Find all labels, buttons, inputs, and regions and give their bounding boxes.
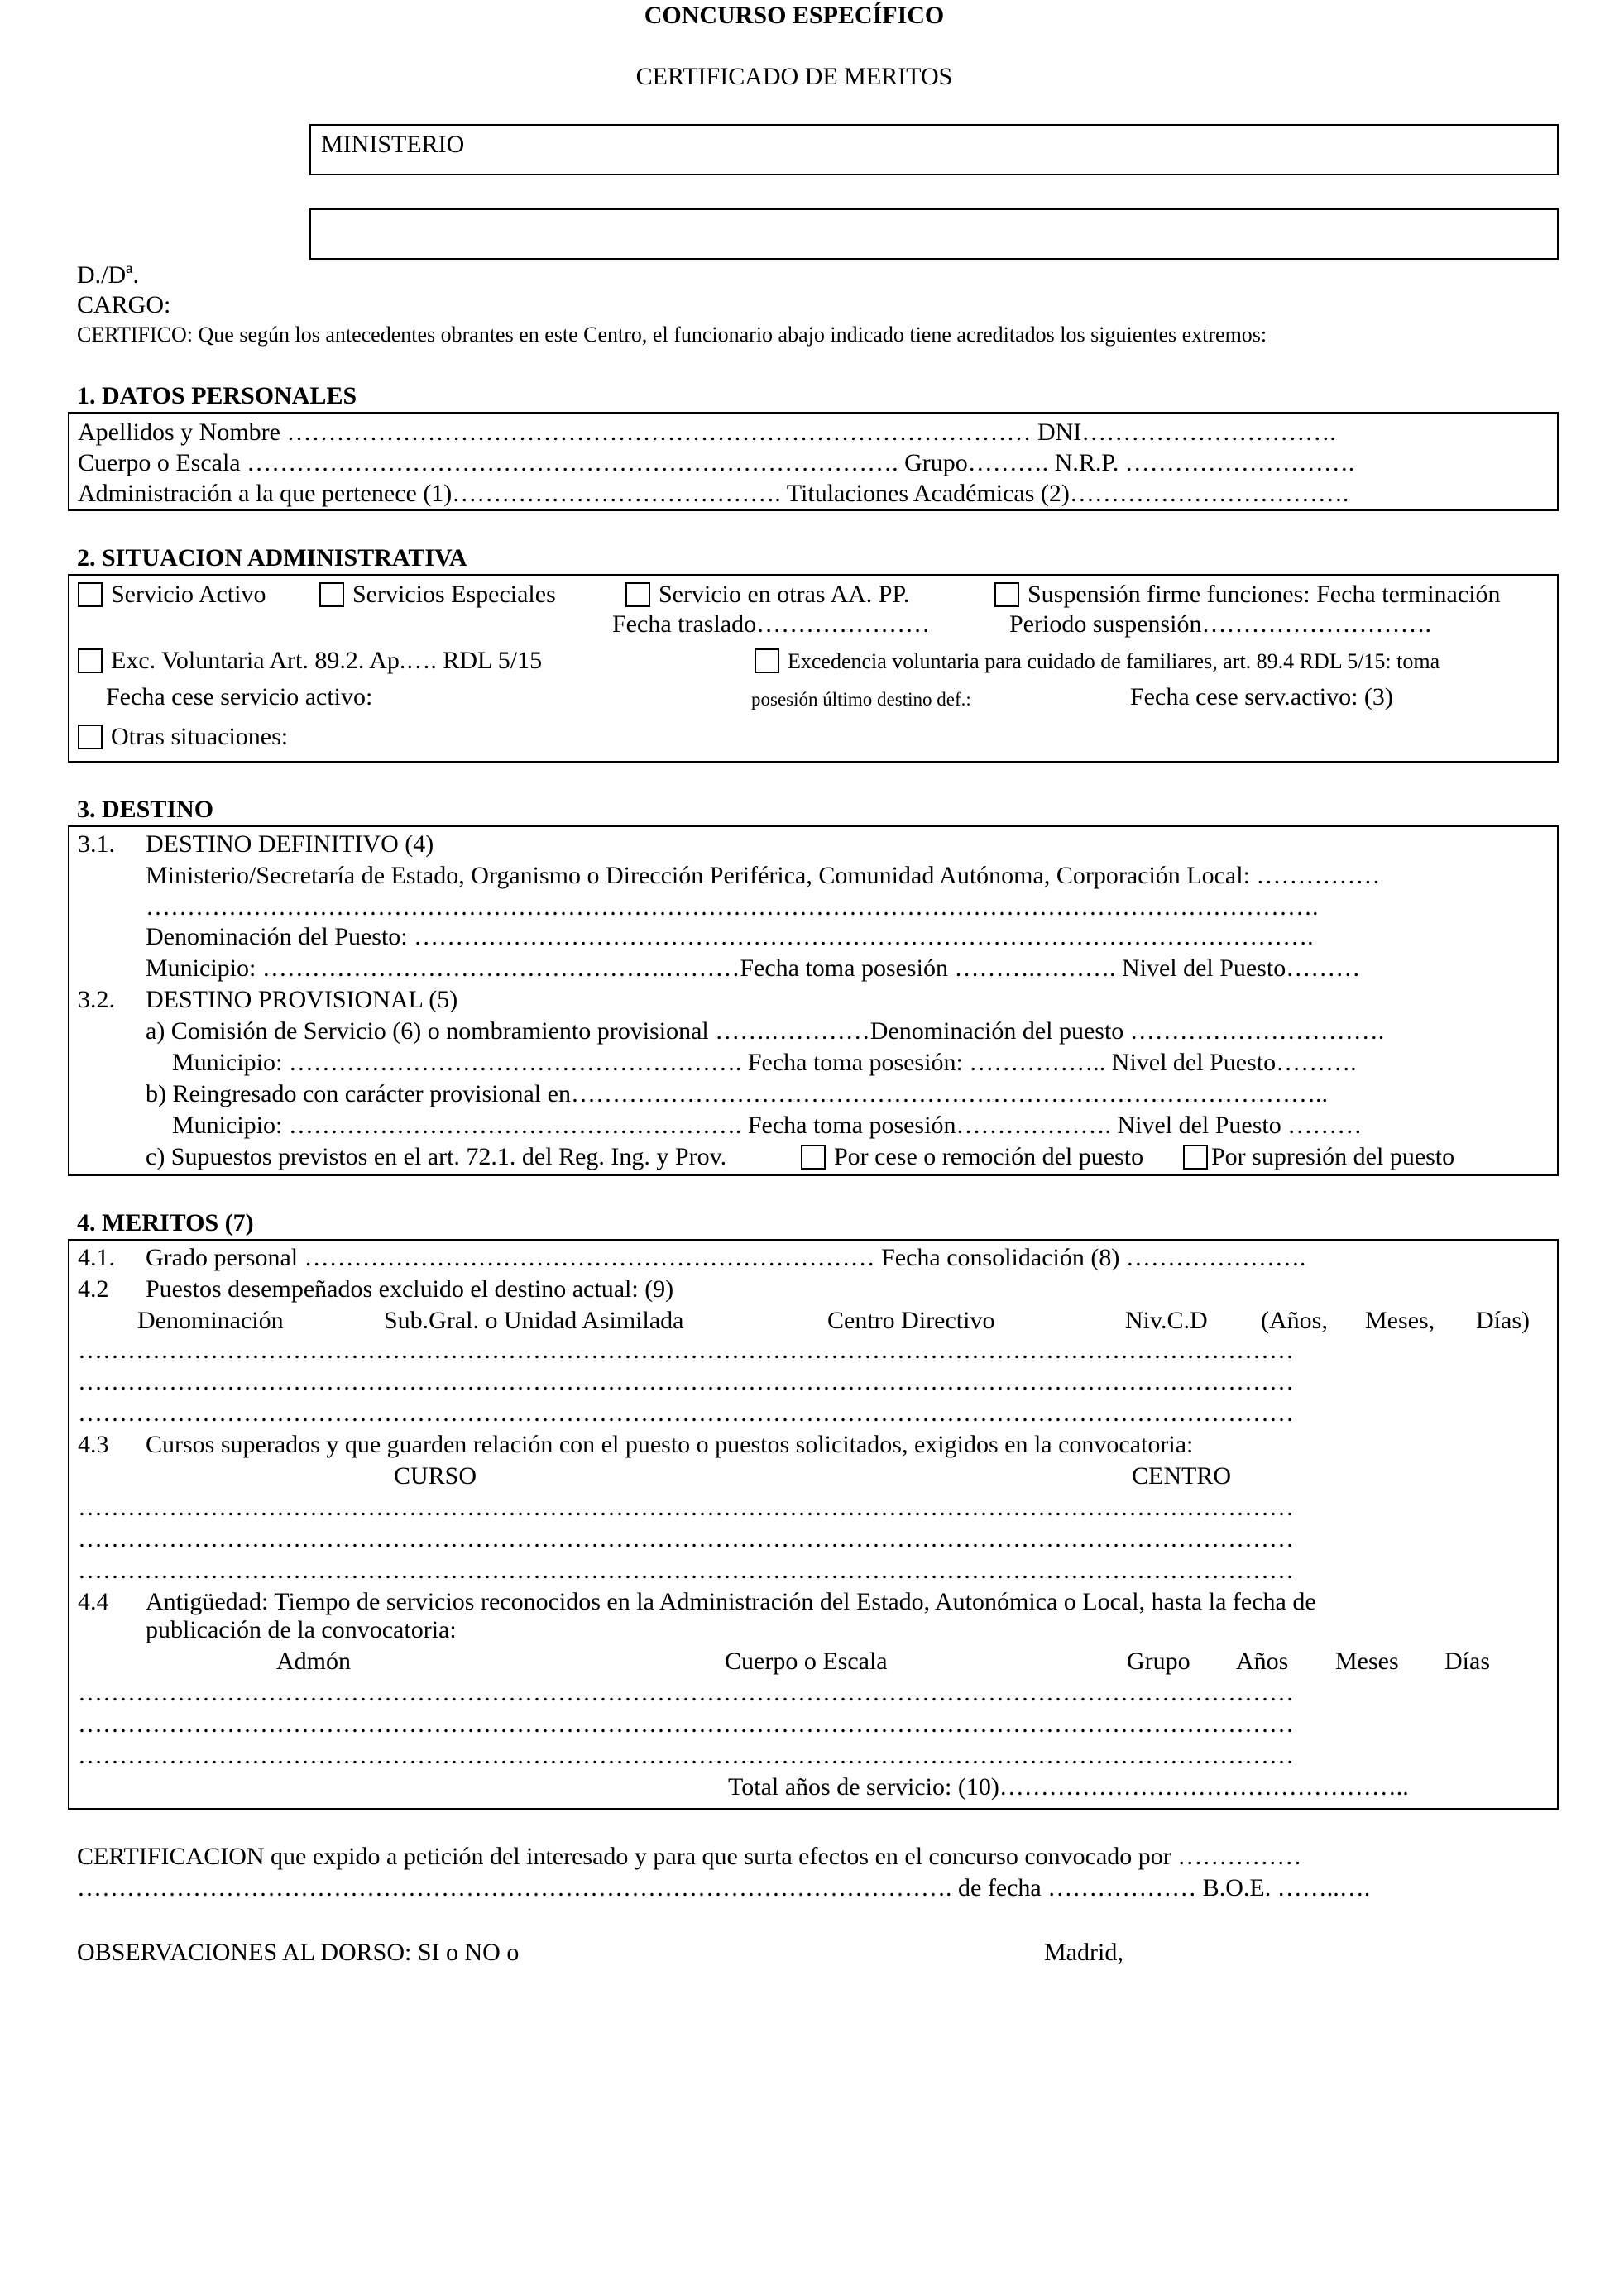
s41-grado-line: Grado personal …………………………………………………………… Fecha consolidación (8) …………………. [146,1244,1306,1271]
servicios-especiales-checkbox[interactable] [319,582,344,607]
s3-heading: 3. DESTINO [77,796,214,823]
s31-denominacion-line: Denominación del Puesto: ………………………………………………………………………………………………. [146,923,1314,950]
col-anos-2: Años [1236,1648,1289,1675]
exc-voluntaria-checkbox[interactable] [78,648,103,673]
col-centro: CENTRO [1132,1462,1231,1490]
s43-dots-2: ………………………………………………………………………………………………………………………………… [78,1525,1294,1552]
s1-line-cuerpo: Cuerpo o Escala ……………………………………………………………………. Grupo………. N.R.P. ………………………. [78,449,1355,476]
otras-situaciones-checkbox[interactable] [78,725,103,749]
madrid-label: Madrid, [1044,1939,1123,1966]
s42-puestos-title: Puestos desempeñados excluido el destino actual: (9) [146,1275,674,1303]
servicios-especiales-label: Servicios Especiales [352,581,556,608]
s44-antiguedad-line2: publicación de la convocatoria: [146,1616,457,1643]
s44-antiguedad-line1: Antigüedad: Tiempo de servicios reconocidos en la Administración del Estado, Autonómica o Local, hasta la fecha de [146,1588,1316,1615]
col-dias-2: Días [1444,1648,1490,1675]
d-label: D./Dª. [77,261,139,289]
certificacion-line1: CERTIFICACION que expido a petición del interesado y para que surta efectos en el concurso convocado por …………… [77,1843,1302,1870]
excedencia-familiares-checkbox[interactable] [755,648,779,673]
otras-situaciones-label: Otras situaciones: [111,723,289,750]
col-dias: Días) [1476,1307,1530,1334]
document-title: CONCURSO ESPECÍFICO [644,2,945,29]
s44-number: 4.4 [78,1588,109,1615]
s43-number: 4.3 [78,1431,109,1458]
s41-number: 4.1. [78,1244,115,1271]
s31-title: DESTINO DEFINITIVO (4) [146,830,434,858]
s1-line-nombre: Apellidos y Nombre ……………………………………………………………………………… DNI…………………………. [78,419,1336,446]
s32-title: DESTINO PROVISIONAL (5) [146,986,458,1013]
col-nivcd: Niv.C.D [1125,1307,1208,1334]
servicio-otras-checkbox[interactable] [625,582,650,607]
col-admon: Admón [276,1648,351,1675]
fecha-cese-activo-label: Fecha cese servicio activo: [106,683,373,710]
suspension-label: Suspensión firme funciones: Fecha terminación [1028,581,1501,608]
s31-number: 3.1. [78,830,115,858]
excedencia-familiares-label: Excedencia voluntaria para cuidado de familiares, art. 89.4 RDL 5/15: toma [788,649,1440,673]
observaciones-label: OBSERVACIONES AL DORSO: SI o NO o [77,1939,520,1966]
fecha-traslado-label: Fecha traslado………………… [612,610,931,638]
col-curso: CURSO [394,1462,477,1490]
servicio-activo-label: Servicio Activo [111,581,266,608]
s42-dots-2: ………………………………………………………………………………………………………………………………… [78,1368,1294,1395]
periodo-suspension-label: Periodo suspensión………………………. [1009,610,1431,638]
exc-voluntaria-label: Exc. Voluntaria Art. 89.2. Ap.…. RDL 5/15 [111,647,543,674]
suspension-checkbox[interactable] [994,582,1019,607]
col-centro-directivo: Centro Directivo [827,1307,995,1334]
cese-remocion-label: Por cese o remoción del puesto [834,1143,1144,1170]
s31-ministerio-line: Ministerio/Secretaría de Estado, Organismo o Dirección Periférica, Comunidad Autónoma, Corporación Local: …………… [146,862,1381,889]
s32-comision-municipio: Municipio: ………………………………………………. Fecha toma posesión: …………….. Nivel del Puesto………. [172,1049,1357,1076]
col-anos: (Años, [1261,1307,1328,1334]
servicio-otras-label: Servicio en otras AA. PP. [659,581,910,608]
s44-dots-2: ………………………………………………………………………………………………………………………………… [78,1710,1294,1738]
posesion-ultimo-label: posesión último destino def.: [751,689,971,710]
s31-municipio-line: Municipio: ………………………………………….………Fecha toma posesión ……….………. Nivel del Puesto……… [146,954,1361,982]
supresion-checkbox[interactable] [1183,1145,1208,1170]
cese-remocion-checkbox[interactable] [801,1145,826,1170]
s32-comision-line: a) Comisión de Servicio (6) o nombramiento provisional …….…………Denominación del puesto …………………………. [146,1017,1385,1045]
col-meses-2: Meses [1335,1648,1399,1675]
col-meses: Meses, [1365,1307,1435,1334]
servicio-activo-checkbox[interactable] [78,582,103,607]
ministerio-label: MINISTERIO [321,131,465,158]
s32-reingresado-municipio: Municipio: ………………………………………………. Fecha toma posesión………………. Nivel del Puesto ……… [172,1112,1363,1139]
col-grupo: Grupo [1127,1648,1190,1675]
s42-dots-1: ………………………………………………………………………………………………………………………………… [78,1337,1294,1364]
col-subgral: Sub.Gral. o Unidad Asimilada [384,1307,684,1334]
total-anos-servicio: Total años de servicio: (10)………………………………………….. [728,1773,1409,1801]
s2-box [68,574,1559,763]
s1-line-admin: Administración a la que pertenece (1)…………………………………. Titulaciones Académicas (2)……………………………. [78,480,1349,507]
s43-dots-3: ………………………………………………………………………………………………………………………………… [78,1557,1294,1584]
fecha-cese-serv-label: Fecha cese serv.activo: (3) [1130,683,1393,710]
s4-heading: 4. MERITOS (7) [77,1209,254,1236]
s42-number: 4.2 [78,1275,109,1303]
s32-number: 3.2. [78,986,115,1013]
s32-supuestos-line: c) Supuestos previstos en el art. 72.1. del Reg. Ing. y Prov. [146,1143,727,1170]
s31-dots-line: ……………………………………………………………………………………………………………………………. [146,893,1319,921]
s43-cursos-title: Cursos superados y que guarden relación con el puesto o puestos solicitados, exigidos en la convocatoria: [146,1431,1194,1458]
supresion-label: Por supresión del puesto [1211,1143,1455,1170]
s2-heading: 2. SITUACION ADMINISTRATIVA [77,544,467,572]
col-denominacion: Denominación [137,1307,284,1334]
unit-field[interactable] [309,208,1559,260]
s42-dots-3: ………………………………………………………………………………………………………………………………… [78,1399,1294,1427]
certificacion-line2: ……………………………………………………………………………………………. de fecha ……………… B.O.E. ……..…. [77,1874,1371,1901]
s44-dots-3: ………………………………………………………………………………………………………………………………… [78,1742,1294,1769]
s3-box [68,825,1559,1176]
ministerio-field[interactable] [309,124,1559,175]
document-subtitle: CERTIFICADO DE MERITOS [635,63,953,90]
s43-dots-1: ………………………………………………………………………………………………………………………………… [78,1494,1294,1521]
s32-reingresado-line: b) Reingresado con carácter provisional en……………………………………………………………………………….. [146,1080,1328,1107]
col-cuerpo-escala: Cuerpo o Escala [725,1648,888,1675]
s1-box [68,412,1559,511]
s1-heading: 1. DATOS PERSONALES [77,382,357,409]
cargo-label: CARGO: [77,291,171,318]
s4-box [68,1239,1559,1810]
s44-dots-1: ………………………………………………………………………………………………………………………………… [78,1679,1294,1706]
certifico-text: CERTIFICO: Que según los antecedentes obrantes en este Centro, el funcionario abajo indicado tiene acreditados los siguientes extremos: [77,323,1267,347]
